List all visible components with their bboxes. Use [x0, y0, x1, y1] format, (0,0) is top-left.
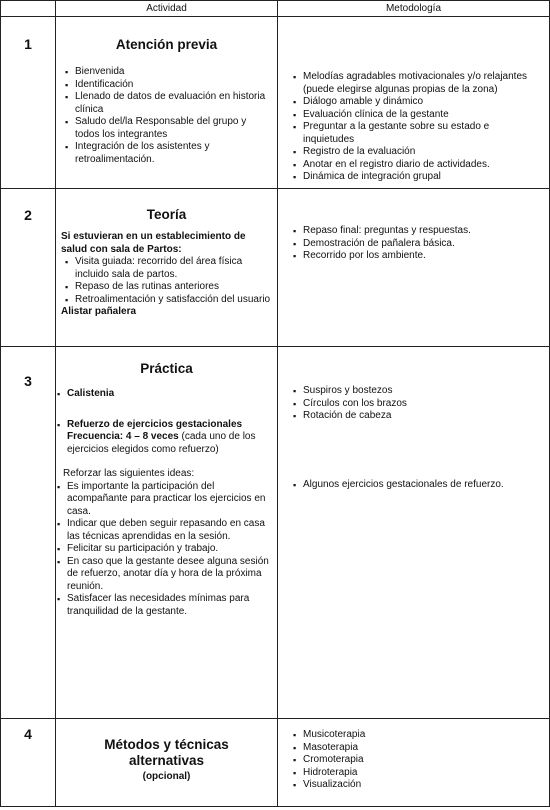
header-number: [1, 1, 56, 17]
activity-cell: [56, 17, 278, 189]
header-row: [1, 1, 550, 17]
list-item: ▪ Integración de los asistentes y retroalimentación.: [64, 141, 273, 166]
methodology-list: [292, 225, 543, 263]
list-item: ▪ Recorrido por los ambiente.: [292, 250, 543, 263]
table-row: [1, 347, 550, 719]
list-item: ▪ Dinámica de integración grupal: [292, 171, 543, 184]
list-item: ▪ Satisfacer las necesidades mínimas para tranquilidad de la gestante.: [56, 593, 271, 618]
section-intro: Si estuvieran en un establecimiento de salud con sala de Partos:: [61, 231, 246, 255]
list-item: ▪ Preguntar a la gestante sobre su estado e inquietudes: [292, 121, 543, 146]
section-title: Métodos y técnicas alternativas: [104, 737, 229, 768]
list-item: ▪ Anotar en el registro diario de actividades.: [292, 159, 543, 172]
list-item: ▪ Llenado de datos de evaluación en historia clínica: [64, 91, 273, 116]
frequency-note: (cada uno de los ejercicios elegidos como refuerzo): [67, 431, 256, 455]
list-item: ▪ Algunos ejercicios gestacionales de refuerzo.: [292, 479, 543, 492]
list-item: ▪ Círculos con los brazos: [292, 398, 543, 411]
list-item: ▪ Suspiros y bostezos: [292, 385, 543, 398]
list-item: ▪ Masoterapia: [292, 742, 543, 755]
table-row: [1, 189, 550, 347]
ideas-list: [56, 481, 271, 619]
list-item: ▪ Repaso de las rutinas anteriores: [64, 281, 273, 294]
activity-list: [56, 388, 273, 401]
list-item: ▪ Saludo del/la Responsable del grupo y todos los integrantes: [64, 116, 273, 141]
section-title: Práctica: [140, 361, 193, 376]
list-item: ▪ Es importante la participación del acompañante para practicar los ejercicios en casa.: [56, 481, 271, 519]
reinforcement-title: Refuerzo de ejercicios gestacionales: [67, 418, 243, 430]
methodology-list: [292, 71, 543, 184]
methodology-list-2: [292, 479, 543, 492]
section-title: Atención previa: [115, 37, 218, 52]
list-item: ▪ Bienvenida: [64, 66, 273, 79]
list-item: ▪ Diálogo amable y dinámico: [292, 96, 543, 109]
row-number: 1: [1, 17, 56, 189]
activity-cell: [56, 719, 278, 807]
list-item: ▪ Calistenia: [56, 388, 273, 401]
activity-cell: [56, 189, 278, 347]
list-item: ▪ Retroalimentación y satisfacción del usuario: [64, 294, 273, 307]
methodology-cell: [278, 719, 550, 807]
optional-label: (opcional): [142, 771, 191, 782]
list-item: ▪ En caso que la gestante desee alguna sesión de refuerzo, anotar día y hora de la próxima reunión.: [56, 556, 271, 594]
list-item: ▪ Hidroterapia: [292, 767, 543, 780]
header-methodology: Metodología: [278, 1, 550, 17]
list-item: ▪ Felicitar su participación y trabajo.: [56, 543, 271, 556]
activity-cell: [56, 347, 278, 719]
list-item: ▪ Repaso final: preguntas y respuestas.: [292, 225, 543, 238]
reinforce-intro: Reforzar las siguientes ideas:: [63, 468, 195, 479]
list-item: ▪ Indicar que deben seguir repasando en casa las técnicas aprendidas en la sesión.: [56, 518, 271, 543]
methodology-cell: [278, 189, 550, 347]
methodology-cell: [278, 17, 550, 189]
list-item: ▪ Visualización: [292, 779, 543, 792]
table-row: [1, 17, 550, 189]
row-number: 2: [1, 189, 56, 347]
row-number: 4: [1, 719, 56, 807]
list-item: ▪ Visita guiada: recorrido del área física incluido sala de partos.: [64, 256, 273, 281]
header-activity: Actividad: [56, 1, 278, 17]
list-item: ▪ Registro de la evaluación: [292, 146, 543, 159]
list-item: ▪ Musicoterapia: [292, 729, 543, 742]
reinforcement-list: [56, 419, 273, 457]
list-item: ▪ Cromoterapia: [292, 754, 543, 767]
activity-list: [64, 256, 273, 306]
list-item: ▪ Identificación: [64, 79, 273, 92]
row-number: 3: [1, 347, 56, 719]
table-row: [1, 719, 550, 807]
activity-list: [64, 66, 273, 166]
list-item: ▪ Evaluación clínica de la gestante: [292, 109, 543, 122]
frequency-label: Frecuencia: 4 – 8 veces: [67, 431, 179, 442]
list-item: [56, 419, 273, 457]
methodology-list: [292, 729, 543, 792]
list-item: ▪ Demostración de pañalera básica.: [292, 238, 543, 251]
methodology-cell: [278, 347, 550, 719]
section-closing: Alistar pañalera: [61, 306, 137, 317]
list-item: ▪ Rotación de cabeza: [292, 410, 543, 423]
section-title: Teoría: [146, 207, 187, 222]
list-item: ▪ Melodías agradables motivacionales y/o relajantes (puede elegirse algunas propias de la zona): [292, 71, 543, 96]
methodology-list: [292, 385, 543, 423]
